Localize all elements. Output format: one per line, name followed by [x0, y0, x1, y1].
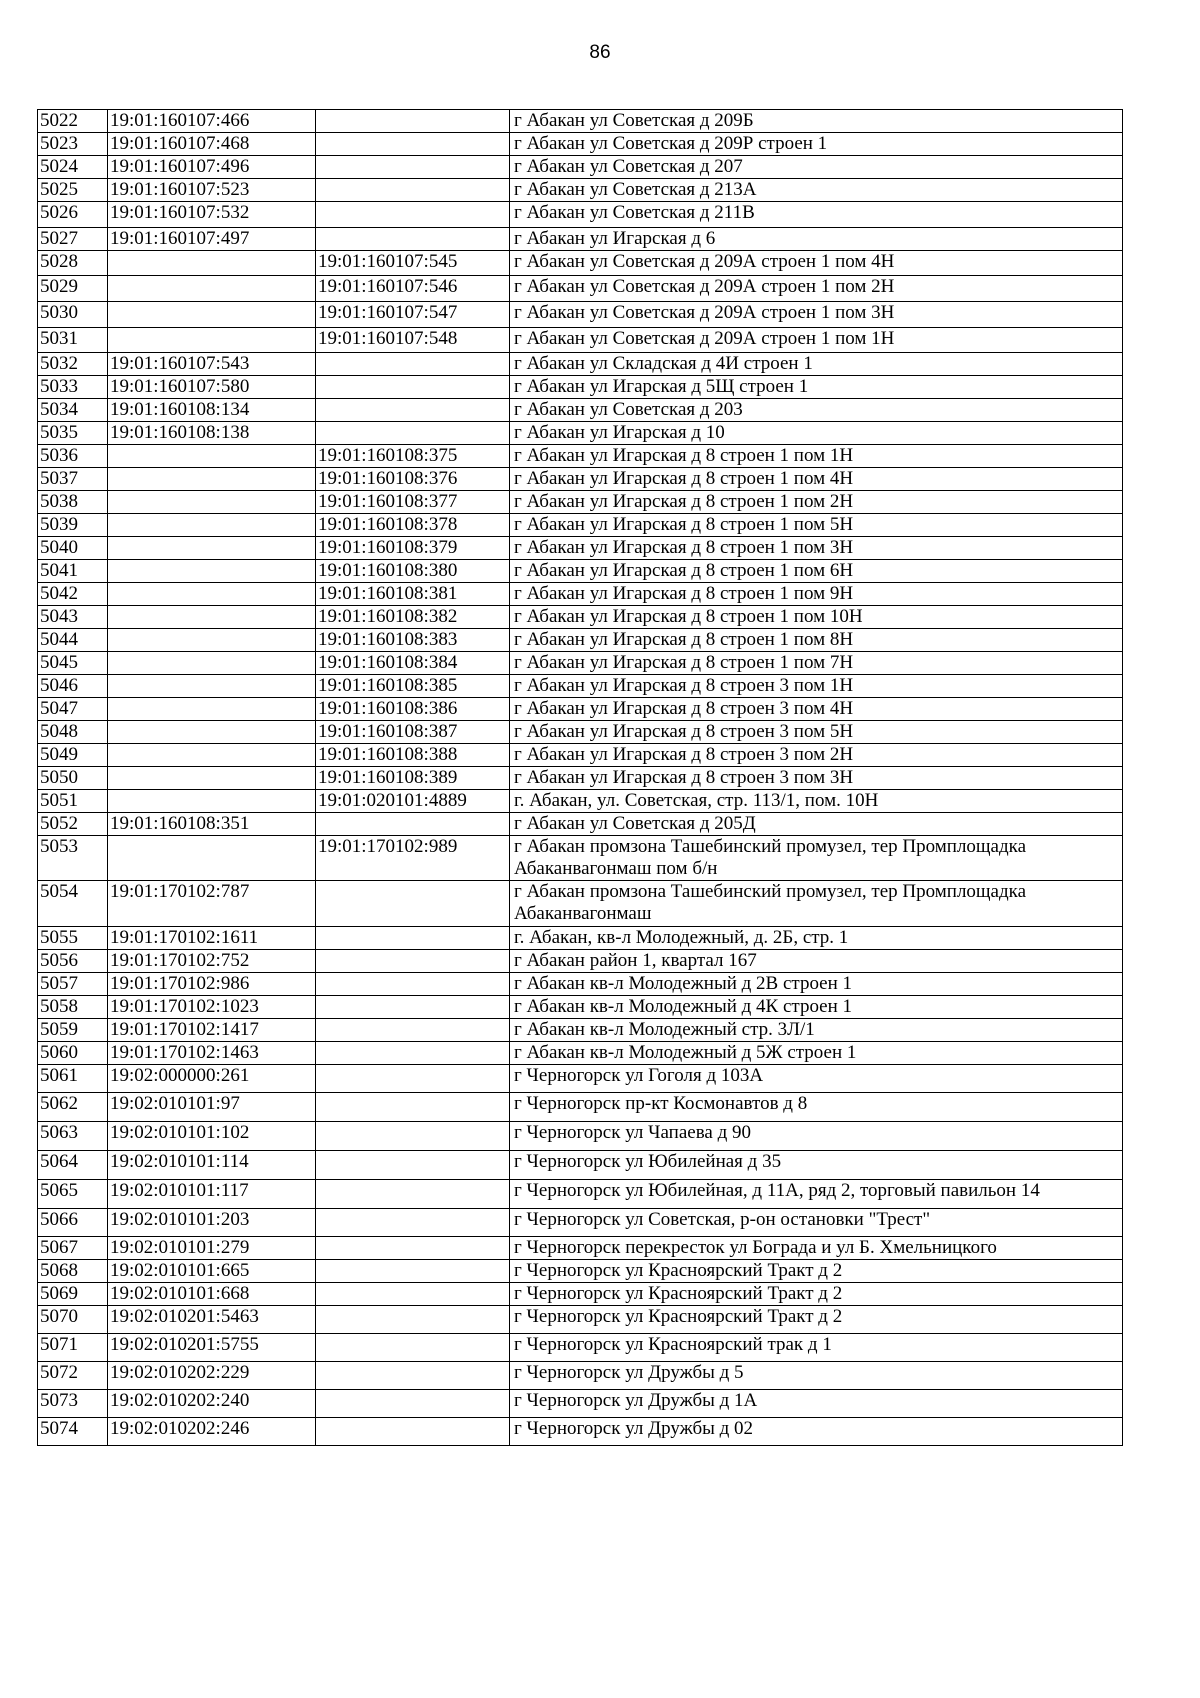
premises-cadastral-number-cell: 19:01:160108:382	[316, 606, 510, 629]
table-row	[38, 537, 1123, 560]
address-cell: г Черногорск ул Чапаева д 90	[510, 1122, 1123, 1151]
parcel-cadastral-number-cell: 19:02:010101:665	[108, 1260, 316, 1283]
address-cell: г Абакан ул Складская д 4И строен 1	[510, 353, 1123, 376]
premises-cadastral-number-cell	[316, 1209, 510, 1237]
premises-cadastral-number-cell	[316, 973, 510, 996]
parcel-cadastral-number-cell: 19:01:170102:787	[108, 881, 316, 927]
premises-cadastral-number-cell: 19:01:170102:989	[316, 836, 510, 881]
row-number-cell: 5074	[38, 1418, 108, 1446]
address-cell: г Абакан ул Игарская д 8 строен 1 пом 1Н	[510, 445, 1123, 468]
row-number-cell: 5023	[38, 133, 108, 156]
parcel-cadastral-number-cell	[108, 744, 316, 767]
parcel-cadastral-number-cell	[108, 302, 316, 328]
parcel-cadastral-number-cell	[108, 790, 316, 813]
address-cell: г Абакан ул Игарская д 8 строен 3 пом 5Н	[510, 721, 1123, 744]
address-cell: г Абакан ул Игарская д 6	[510, 228, 1123, 251]
parcel-cadastral-number-cell: 19:01:160107:468	[108, 133, 316, 156]
parcel-cadastral-number-cell: 19:02:010201:5755	[108, 1334, 316, 1362]
parcel-cadastral-number-cell	[108, 468, 316, 491]
row-number-cell: 5031	[38, 328, 108, 353]
parcel-cadastral-number-cell	[108, 445, 316, 468]
address-cell: г Абакан кв-л Молодежный стр. 3Л/1	[510, 1019, 1123, 1042]
table-row	[38, 1283, 1123, 1306]
table-row	[38, 836, 1123, 881]
row-number-cell: 5029	[38, 276, 108, 302]
row-number-cell: 5040	[38, 537, 108, 560]
row-number-cell: 5046	[38, 675, 108, 698]
row-number-cell: 5038	[38, 491, 108, 514]
address-cell: г Абакан ул Игарская д 8 строен 1 пом 9Н	[510, 583, 1123, 606]
premises-cadastral-number-cell	[316, 1180, 510, 1209]
table-row	[38, 927, 1123, 950]
parcel-cadastral-number-cell	[108, 328, 316, 353]
table-row	[38, 376, 1123, 399]
row-number-cell: 5066	[38, 1209, 108, 1237]
row-number-cell: 5054	[38, 881, 108, 927]
premises-cadastral-number-cell	[316, 1283, 510, 1306]
premises-cadastral-number-cell	[316, 156, 510, 179]
row-number-cell: 5065	[38, 1180, 108, 1209]
table-row	[38, 399, 1123, 422]
row-number-cell: 5044	[38, 629, 108, 652]
premises-cadastral-number-cell	[316, 1019, 510, 1042]
premises-cadastral-number-cell	[316, 376, 510, 399]
row-number-cell: 5032	[38, 353, 108, 376]
premises-cadastral-number-cell	[316, 202, 510, 228]
row-number-cell: 5069	[38, 1283, 108, 1306]
address-cell: г Абакан ул Советская д 209А строен 1 пом 2Н	[510, 276, 1123, 302]
premises-cadastral-number-cell: 19:01:160108:379	[316, 537, 510, 560]
row-number-cell: 5055	[38, 927, 108, 950]
address-cell: г Абакан ул Советская д 209Б	[510, 110, 1123, 133]
premises-cadastral-number-cell	[316, 996, 510, 1019]
address-cell: г Черногорск перекресток ул Бограда и ул Б. Хмельницкого	[510, 1237, 1123, 1260]
address-cell: г Абакан ул Игарская д 8 строен 3 пом 1Н	[510, 675, 1123, 698]
premises-cadastral-number-cell: 19:01:160107:546	[316, 276, 510, 302]
address-cell: г Черногорск ул Гоголя д 103А	[510, 1065, 1123, 1093]
row-number-cell: 5068	[38, 1260, 108, 1283]
address-cell: г. Абакан, ул. Советская, стр. 113/1, пом. 10Н	[510, 790, 1123, 813]
parcel-cadastral-number-cell: 19:02:010202:240	[108, 1390, 316, 1418]
table-row	[38, 1042, 1123, 1065]
premises-cadastral-number-cell	[316, 1362, 510, 1390]
address-cell: г Абакан ул Игарская д 8 строен 3 пом 4Н	[510, 698, 1123, 721]
parcel-cadastral-number-cell: 19:02:010101:279	[108, 1237, 316, 1260]
parcel-cadastral-number-cell: 19:02:010202:246	[108, 1418, 316, 1446]
premises-cadastral-number-cell	[316, 110, 510, 133]
parcel-cadastral-number-cell: 19:01:160108:351	[108, 813, 316, 836]
parcel-cadastral-number-cell	[108, 491, 316, 514]
table-row	[38, 1209, 1123, 1237]
table-row	[38, 514, 1123, 537]
address-cell: г Абакан ул Советская д 209А строен 1 пом 3Н	[510, 302, 1123, 328]
premises-cadastral-number-cell: 19:01:160108:378	[316, 514, 510, 537]
row-number-cell: 5058	[38, 996, 108, 1019]
premises-cadastral-number-cell: 19:01:160108:381	[316, 583, 510, 606]
parcel-cadastral-number-cell	[108, 652, 316, 675]
table-row	[38, 813, 1123, 836]
row-number-cell: 5027	[38, 228, 108, 251]
table-row	[38, 1237, 1123, 1260]
address-cell: г Черногорск ул Дружбы д 1А	[510, 1390, 1123, 1418]
row-number-cell: 5047	[38, 698, 108, 721]
address-cell: г Черногорск ул Дружбы д 5	[510, 1362, 1123, 1390]
parcel-cadastral-number-cell	[108, 836, 316, 881]
parcel-cadastral-number-cell	[108, 251, 316, 276]
table-row	[38, 1260, 1123, 1283]
address-cell: г Абакан ул Игарская д 8 строен 1 пом 7Н	[510, 652, 1123, 675]
table-row	[38, 973, 1123, 996]
address-cell: г Абакан ул Советская д 203	[510, 399, 1123, 422]
table-row	[38, 422, 1123, 445]
row-number-cell: 5073	[38, 1390, 108, 1418]
parcel-cadastral-number-cell: 19:01:160107:523	[108, 179, 316, 202]
row-number-cell: 5060	[38, 1042, 108, 1065]
table-row	[38, 721, 1123, 744]
premises-cadastral-number-cell: 19:01:160108:375	[316, 445, 510, 468]
table-row	[38, 881, 1123, 927]
table-row	[38, 583, 1123, 606]
parcel-cadastral-number-cell	[108, 767, 316, 790]
table-row	[38, 698, 1123, 721]
address-cell: г Абакан ул Игарская д 8 строен 3 пом 3Н	[510, 767, 1123, 790]
address-cell: г Абакан кв-л Молодежный д 2В строен 1	[510, 973, 1123, 996]
row-number-cell: 5052	[38, 813, 108, 836]
address-cell: г Абакан кв-л Молодежный д 4К строен 1	[510, 996, 1123, 1019]
premises-cadastral-number-cell	[316, 1306, 510, 1334]
table-row	[38, 1362, 1123, 1390]
address-cell: г Абакан ул Игарская д 8 строен 1 пом 10Н	[510, 606, 1123, 629]
premises-cadastral-number-cell	[316, 1418, 510, 1446]
address-cell: г Абакан ул Игарская д 8 строен 1 пом 2Н	[510, 491, 1123, 514]
premises-cadastral-number-cell: 19:01:160108:384	[316, 652, 510, 675]
premises-cadastral-number-cell: 19:01:160108:389	[316, 767, 510, 790]
table-row	[38, 1065, 1123, 1093]
address-cell: г Черногорск ул Красноярский Тракт д 2	[510, 1306, 1123, 1334]
premises-cadastral-number-cell: 19:01:160108:377	[316, 491, 510, 514]
parcel-cadastral-number-cell: 19:01:160107:580	[108, 376, 316, 399]
table-row	[38, 302, 1123, 328]
row-number-cell: 5039	[38, 514, 108, 537]
row-number-cell: 5050	[38, 767, 108, 790]
premises-cadastral-number-cell	[316, 1237, 510, 1260]
row-number-cell: 5056	[38, 950, 108, 973]
row-number-cell: 5067	[38, 1237, 108, 1260]
parcel-cadastral-number-cell: 19:01:170102:1023	[108, 996, 316, 1019]
row-number-cell: 5062	[38, 1093, 108, 1122]
address-cell: г Абакан ул Игарская д 8 строен 1 пом 8Н	[510, 629, 1123, 652]
address-cell: г Черногорск пр-кт Космонавтов д 8	[510, 1093, 1123, 1122]
premises-cadastral-number-cell	[316, 399, 510, 422]
table-row	[38, 179, 1123, 202]
row-number-cell: 5034	[38, 399, 108, 422]
address-cell: г Черногорск ул Красноярский трак д 1	[510, 1334, 1123, 1362]
parcel-cadastral-number-cell: 19:02:010202:229	[108, 1362, 316, 1390]
parcel-cadastral-number-cell	[108, 698, 316, 721]
address-cell: г Абакан ул Игарская д 8 строен 3 пом 2Н	[510, 744, 1123, 767]
address-cell: г Абакан ул Игарская д 8 строен 1 пом 4Н	[510, 468, 1123, 491]
premises-cadastral-number-cell	[316, 813, 510, 836]
premises-cadastral-number-cell	[316, 422, 510, 445]
address-cell: г Черногорск ул Советская, р-он остановки "Трест"	[510, 1209, 1123, 1237]
row-number-cell: 5025	[38, 179, 108, 202]
address-cell: г Абакан ул Советская д 205Д	[510, 813, 1123, 836]
address-cell: г Черногорск ул Юбилейная д 35	[510, 1151, 1123, 1180]
address-cell: г Абакан ул Советская д 209Р строен 1	[510, 133, 1123, 156]
parcel-cadastral-number-cell: 19:01:160107:532	[108, 202, 316, 228]
premises-cadastral-number-cell	[316, 1093, 510, 1122]
premises-cadastral-number-cell	[316, 1065, 510, 1093]
table-row	[38, 110, 1123, 133]
table-row	[38, 1093, 1123, 1122]
row-number-cell: 5037	[38, 468, 108, 491]
table-row	[38, 996, 1123, 1019]
address-cell: г. Абакан, кв-л Молодежный, д. 2Б, стр. 1	[510, 927, 1123, 950]
premises-cadastral-number-cell: 19:01:160108:388	[316, 744, 510, 767]
address-cell: г Абакан ул Игарская д 10	[510, 422, 1123, 445]
premises-cadastral-number-cell: 19:01:160107:548	[316, 328, 510, 353]
table-row	[38, 767, 1123, 790]
row-number-cell: 5036	[38, 445, 108, 468]
parcel-cadastral-number-cell: 19:02:000000:261	[108, 1065, 316, 1093]
parcel-cadastral-number-cell: 19:01:170102:986	[108, 973, 316, 996]
parcel-cadastral-number-cell	[108, 583, 316, 606]
row-number-cell: 5042	[38, 583, 108, 606]
row-number-cell: 5022	[38, 110, 108, 133]
premises-cadastral-number-cell: 19:01:160108:383	[316, 629, 510, 652]
table-row	[38, 353, 1123, 376]
table-row	[38, 202, 1123, 228]
premises-cadastral-number-cell	[316, 353, 510, 376]
table-row	[38, 1334, 1123, 1362]
address-cell: г Абакан ул Советская д 211В	[510, 202, 1123, 228]
premises-cadastral-number-cell: 19:01:160107:545	[316, 251, 510, 276]
premises-cadastral-number-cell	[316, 1151, 510, 1180]
table-row	[38, 1180, 1123, 1209]
parcel-cadastral-number-cell	[108, 560, 316, 583]
row-number-cell: 5043	[38, 606, 108, 629]
premises-cadastral-number-cell	[316, 1260, 510, 1283]
table-row	[38, 606, 1123, 629]
parcel-cadastral-number-cell	[108, 629, 316, 652]
row-number-cell: 5035	[38, 422, 108, 445]
table-row	[38, 675, 1123, 698]
address-cell: г Черногорск ул Юбилейная, д 11А, ряд 2, торговый павильон 14	[510, 1180, 1123, 1209]
row-number-cell: 5033	[38, 376, 108, 399]
table-row	[38, 468, 1123, 491]
address-cell: г Абакан промзона Ташебинский промузел, тер Промплощадка Абаканвагонмаш пом б/н	[510, 836, 1123, 881]
row-number-cell: 5030	[38, 302, 108, 328]
address-cell: г Абакан промзона Ташебинский промузел, тер Промплощадка Абаканвагонмаш	[510, 881, 1123, 927]
parcel-cadastral-number-cell: 19:01:170102:1611	[108, 927, 316, 950]
register-table-body	[38, 110, 1123, 1446]
parcel-cadastral-number-cell: 19:01:160108:138	[108, 422, 316, 445]
row-number-cell: 5072	[38, 1362, 108, 1390]
table-row	[38, 652, 1123, 675]
table-row	[38, 744, 1123, 767]
address-cell: г Черногорск ул Дружбы д 02	[510, 1418, 1123, 1446]
row-number-cell: 5064	[38, 1151, 108, 1180]
premises-cadastral-number-cell	[316, 133, 510, 156]
register-table	[37, 109, 1123, 1446]
parcel-cadastral-number-cell	[108, 606, 316, 629]
table-row	[38, 1151, 1123, 1180]
table-row	[38, 1418, 1123, 1446]
address-cell: г Черногорск ул Красноярский Тракт д 2	[510, 1283, 1123, 1306]
premises-cadastral-number-cell	[316, 1042, 510, 1065]
row-number-cell: 5045	[38, 652, 108, 675]
table-row	[38, 328, 1123, 353]
address-cell: г Черногорск ул Красноярский Тракт д 2	[510, 1260, 1123, 1283]
page-number: 86	[589, 42, 611, 63]
parcel-cadastral-number-cell	[108, 276, 316, 302]
table-row	[38, 1019, 1123, 1042]
table-row	[38, 1390, 1123, 1418]
parcel-cadastral-number-cell	[108, 721, 316, 744]
address-cell: г Абакан ул Игарская д 5Щ строен 1	[510, 376, 1123, 399]
table-row	[38, 790, 1123, 813]
parcel-cadastral-number-cell: 19:02:010101:203	[108, 1209, 316, 1237]
premises-cadastral-number-cell: 19:01:160108:387	[316, 721, 510, 744]
address-cell: г Абакан ул Советская д 209А строен 1 пом 1Н	[510, 328, 1123, 353]
table-row	[38, 156, 1123, 179]
parcel-cadastral-number-cell: 19:01:160108:134	[108, 399, 316, 422]
row-number-cell: 5071	[38, 1334, 108, 1362]
premises-cadastral-number-cell	[316, 1122, 510, 1151]
premises-cadastral-number-cell	[316, 1334, 510, 1362]
address-cell: г Абакан ул Советская д 213А	[510, 179, 1123, 202]
table-row	[38, 133, 1123, 156]
address-cell: г Абакан ул Советская д 209А строен 1 пом 4Н	[510, 251, 1123, 276]
row-number-cell: 5053	[38, 836, 108, 881]
parcel-cadastral-number-cell: 19:01:170102:1463	[108, 1042, 316, 1065]
parcel-cadastral-number-cell: 19:02:010201:5463	[108, 1306, 316, 1334]
table-row	[38, 1122, 1123, 1151]
parcel-cadastral-number-cell	[108, 537, 316, 560]
premises-cadastral-number-cell: 19:01:160108:380	[316, 560, 510, 583]
premises-cadastral-number-cell: 19:01:160108:386	[316, 698, 510, 721]
parcel-cadastral-number-cell: 19:01:160107:497	[108, 228, 316, 251]
premises-cadastral-number-cell	[316, 228, 510, 251]
premises-cadastral-number-cell: 19:01:160108:385	[316, 675, 510, 698]
premises-cadastral-number-cell	[316, 950, 510, 973]
parcel-cadastral-number-cell: 19:02:010101:102	[108, 1122, 316, 1151]
row-number-cell: 5061	[38, 1065, 108, 1093]
premises-cadastral-number-cell	[316, 1390, 510, 1418]
row-number-cell: 5070	[38, 1306, 108, 1334]
premises-cadastral-number-cell	[316, 179, 510, 202]
row-number-cell: 5024	[38, 156, 108, 179]
table-row	[38, 560, 1123, 583]
row-number-cell: 5048	[38, 721, 108, 744]
parcel-cadastral-number-cell: 19:02:010101:668	[108, 1283, 316, 1306]
address-cell: г Абакан ул Игарская д 8 строен 1 пом 5Н	[510, 514, 1123, 537]
parcel-cadastral-number-cell: 19:02:010101:97	[108, 1093, 316, 1122]
row-number-cell: 5041	[38, 560, 108, 583]
parcel-cadastral-number-cell	[108, 675, 316, 698]
row-number-cell: 5057	[38, 973, 108, 996]
parcel-cadastral-number-cell: 19:02:010101:114	[108, 1151, 316, 1180]
parcel-cadastral-number-cell	[108, 514, 316, 537]
premises-cadastral-number-cell: 19:01:160108:376	[316, 468, 510, 491]
table-row	[38, 251, 1123, 276]
address-cell: г Абакан кв-л Молодежный д 5Ж строен 1	[510, 1042, 1123, 1065]
premises-cadastral-number-cell	[316, 881, 510, 927]
address-cell: г Абакан ул Игарская д 8 строен 1 пом 6Н	[510, 560, 1123, 583]
table-row	[38, 445, 1123, 468]
premises-cadastral-number-cell	[316, 927, 510, 950]
parcel-cadastral-number-cell: 19:01:160107:496	[108, 156, 316, 179]
premises-cadastral-number-cell: 19:01:020101:4889	[316, 790, 510, 813]
parcel-cadastral-number-cell: 19:01:160107:466	[108, 110, 316, 133]
row-number-cell: 5059	[38, 1019, 108, 1042]
row-number-cell: 5051	[38, 790, 108, 813]
parcel-cadastral-number-cell: 19:01:170102:752	[108, 950, 316, 973]
table-row	[38, 1306, 1123, 1334]
parcel-cadastral-number-cell: 19:02:010101:117	[108, 1180, 316, 1209]
row-number-cell: 5026	[38, 202, 108, 228]
address-cell: г Абакан ул Советская д 207	[510, 156, 1123, 179]
row-number-cell: 5028	[38, 251, 108, 276]
row-number-cell: 5063	[38, 1122, 108, 1151]
table-row	[38, 491, 1123, 514]
address-cell: г Абакан ул Игарская д 8 строен 1 пом 3Н	[510, 537, 1123, 560]
parcel-cadastral-number-cell: 19:01:170102:1417	[108, 1019, 316, 1042]
table-row	[38, 228, 1123, 251]
row-number-cell: 5049	[38, 744, 108, 767]
table-row	[38, 276, 1123, 302]
address-cell: г Абакан район 1, квартал 167	[510, 950, 1123, 973]
table-row	[38, 629, 1123, 652]
parcel-cadastral-number-cell: 19:01:160107:543	[108, 353, 316, 376]
table-row	[38, 950, 1123, 973]
premises-cadastral-number-cell: 19:01:160107:547	[316, 302, 510, 328]
